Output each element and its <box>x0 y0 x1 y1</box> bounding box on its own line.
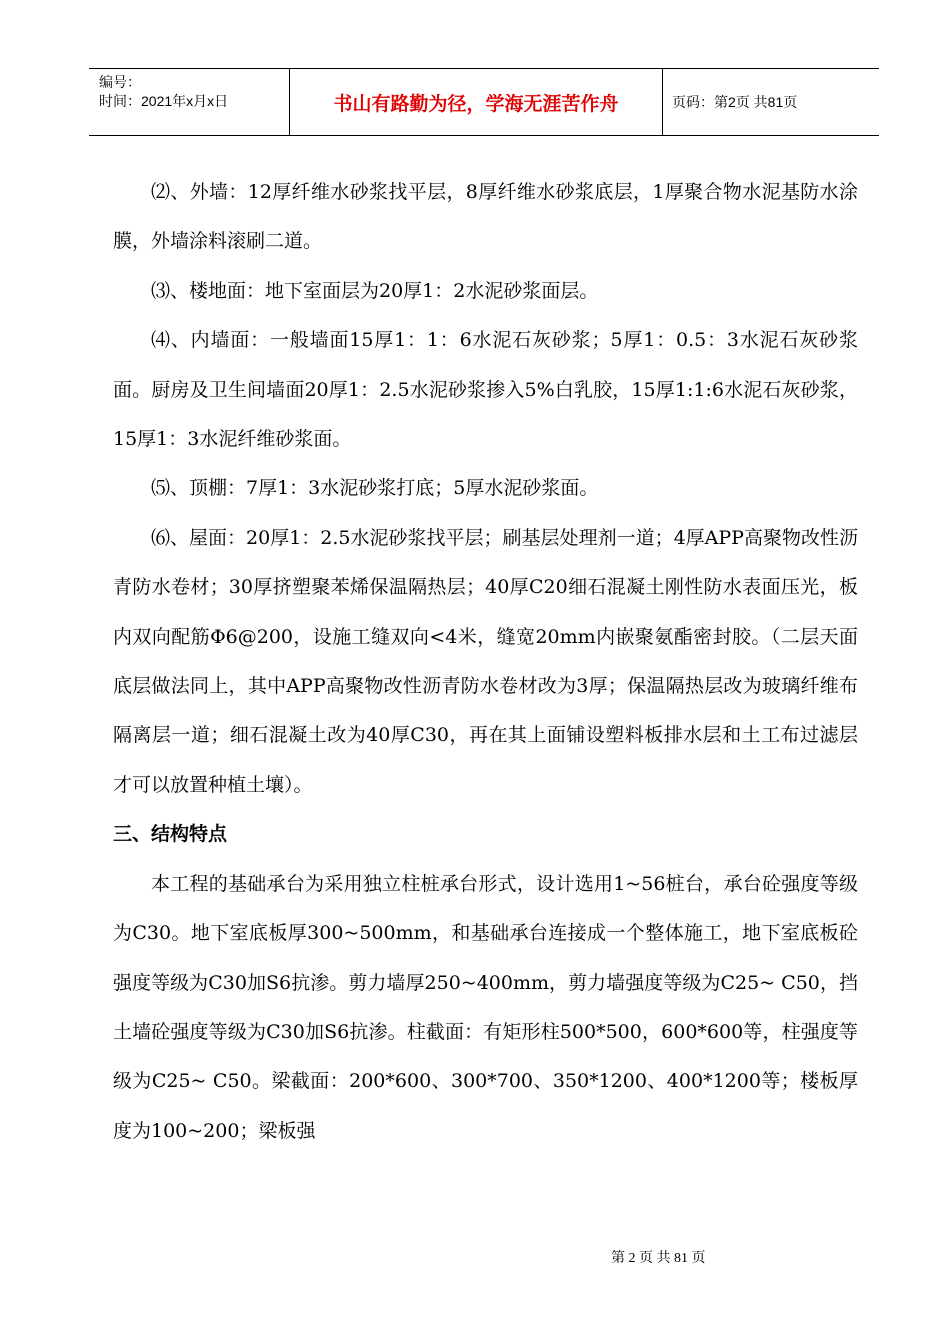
header-motto: 书山有路勤为径，学海无涯苦作舟 <box>290 69 663 135</box>
number-label: 编号： <box>99 74 141 90</box>
paragraph-structure: 本工程的基础承台为采用独立柱桩承台形式，设计选用1~56桩台，承台砼强度等级为C30。地下室底板厚300~500mm，和基础承台连接成一个整体施工，地下室底板砼强度等级为C30加S6抗渗。剪力墙厚250~400mm，剪力墙强度等级为C25~ C50，挡土墙砼强度等级为C30加S6抗渗。柱截面：有矩形柱500*500，600*600等，柱强度等级为C25~ C50。梁截面：200*600、300*700、350*1200、400*1200等；楼板厚度为100~200；梁板强 <box>113 872 858 1142</box>
paragraph-ceiling: ⑸、顶棚：7厚1：3水泥砂浆打底；5厚水泥砂浆面。 <box>151 477 599 500</box>
page-header <box>89 68 879 136</box>
paragraph-exterior-wall: ⑵、外墙：12厚纤维水砂浆找平层，8厚纤维水砂浆底层，1厚聚合物水泥基防水涂膜，外墙涂料滚刷二道。 <box>113 181 858 253</box>
time-label: 时间：2021年x月x日 <box>99 93 229 109</box>
section-title: 三、结构特点 <box>113 823 228 846</box>
header-meta <box>89 69 290 135</box>
page-footer: 第 2 页 共 81 页 <box>611 1251 706 1266</box>
document-body <box>113 168 858 1156</box>
paragraph-roof: ⑹、屋面：20厚1：2.5水泥砂浆找平层；刷基层处理剂一道；4厚APP高聚物改性沥青防水卷材；30厚挤塑聚苯烯保温隔热层；40厚C20细石混凝土刚性防水表面压光，板内双向配筋Φ6@200，设施工缝双向<4米，缝宽20mm内嵌聚氨酯密封胶。（二层天面底层做法同上，其中APP高聚物改性沥青防水卷材改为3厚；保温隔热层改为玻璃纤维布隔离层一道；细石混凝土改为40厚C30，再在其上面铺设塑料板排水层和土工布过滤层才可以放置种植土壤）。 <box>113 526 858 796</box>
paragraph-interior-wall: ⑷、内墙面：一般墙面15厚1：1：6水泥石灰砂浆；5厚1：0.5：3水泥石灰砂浆面。厨房及卫生间墙面20厚1：2.5水泥砂浆掺入5%白乳胶，15厚1:1:6水泥石灰砂浆，15厚1：3水泥纤维砂浆面。 <box>113 329 858 451</box>
header-page-number: 页码：第2页 共81页 <box>672 94 798 110</box>
paragraph-floor: ⑶、楼地面：地下室面层为20厚1：2水泥砂浆面层。 <box>151 279 599 302</box>
